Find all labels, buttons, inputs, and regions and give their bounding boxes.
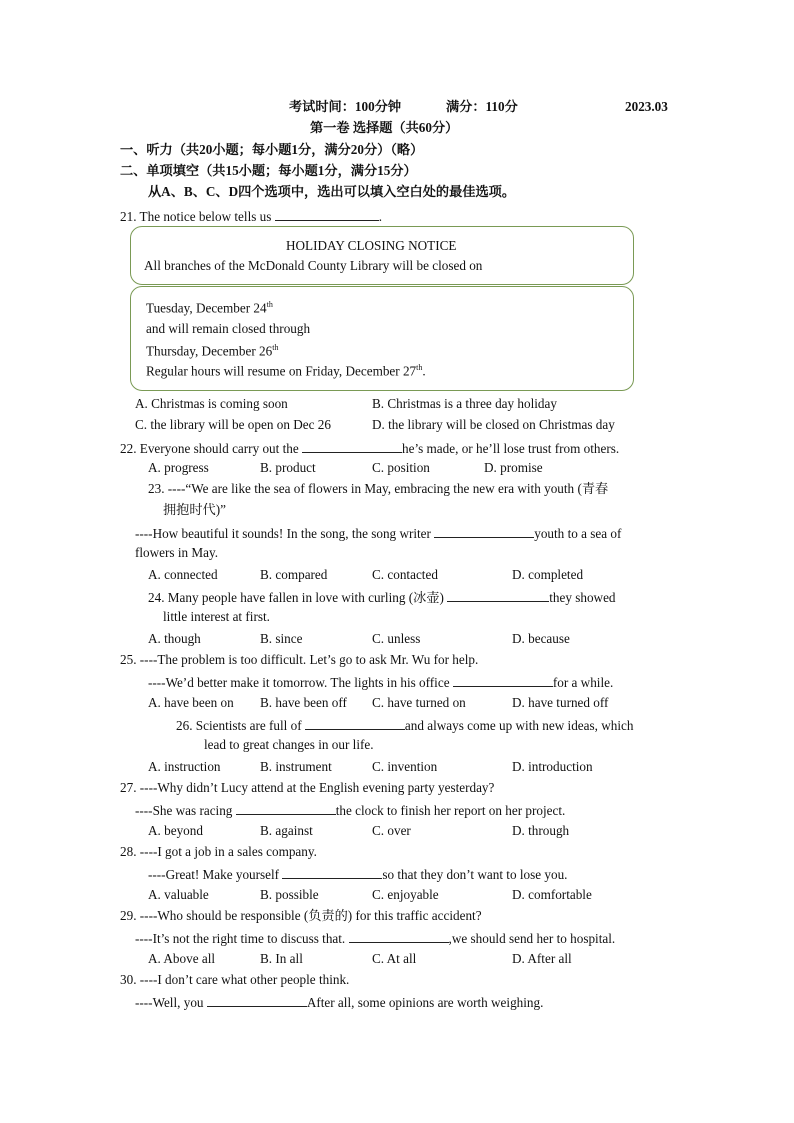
q27-option-b[interactable]: B. against — [260, 823, 313, 838]
q29-option-d[interactable]: D. After all — [512, 951, 572, 966]
q23-option-b[interactable]: B. compared — [260, 567, 328, 582]
notice-title: HOLIDAY CLOSING NOTICE — [286, 238, 457, 253]
q29-line2: ----It’s not the right time to discuss that. ,we should send her to hospital. — [135, 931, 616, 946]
q25-option-c[interactable]: C. have turned on — [372, 695, 466, 710]
q24-option-d[interactable]: D. because — [512, 631, 570, 646]
q28-line1: 28. ----I got a job in a sales company. — [120, 844, 317, 859]
notice-header-box — [130, 226, 634, 285]
q22-option-d[interactable]: D. promise — [484, 460, 543, 475]
q26-line1: 26. Scientists are full of and always come up with new ideas, which — [176, 718, 634, 733]
q29-option-b[interactable]: B. In all — [260, 951, 303, 966]
q21-blank — [275, 208, 379, 221]
q28-option-b[interactable]: B. possible — [260, 887, 319, 902]
q24-line1: 24. Many people have fallen in love with curling (冰壶) they showed — [148, 590, 616, 605]
q24-blank — [447, 589, 549, 602]
q29-blank — [349, 930, 449, 943]
q27-option-d[interactable]: D. through — [512, 823, 570, 838]
q27-line2: ----She was racing the clock to finish her report on her project. — [135, 803, 566, 818]
q24-line2: little interest at first. — [163, 609, 270, 624]
q23-option-a[interactable]: A. connected — [148, 567, 218, 582]
q23-line1: 23. ----“We are like the sea of flowers in May, embracing the new era with youth (青春 — [148, 481, 609, 496]
q26-line2: lead to great changes in our life. — [204, 737, 374, 752]
q23-line2: 拥抱时代)” — [163, 502, 226, 517]
q26-option-d[interactable]: D. introduction — [512, 759, 593, 774]
q27-line1: 27. ----Why didn’t Lucy attend at the English evening party yesterday? — [120, 780, 495, 795]
q25-option-a[interactable]: A. have been on — [148, 695, 234, 710]
q28-option-c[interactable]: C. enjoyable — [372, 887, 439, 902]
full-score: 满分：110分 — [446, 99, 518, 114]
q27-blank — [236, 802, 336, 815]
q28-option-a[interactable]: A. valuable — [148, 887, 209, 902]
notice-line4: Thursday, December 26th — [146, 343, 279, 359]
exam-time: 考试时间：100分钟 — [289, 99, 402, 114]
q30-blank — [207, 994, 307, 1007]
notice-line2: Tuesday, December 24th — [146, 300, 273, 316]
q22-blank — [302, 440, 402, 453]
q21-option-b[interactable]: B. Christmas is a three day holiday — [372, 396, 557, 411]
q21-option-d[interactable]: D. the library will be closed on Christmas day — [372, 417, 615, 432]
notice-line3: and will remain closed through — [146, 321, 311, 336]
q24-option-b[interactable]: B. since — [260, 631, 303, 646]
q22-option-b[interactable]: B. product — [260, 460, 316, 475]
exam-date: 2023.03 — [625, 99, 668, 114]
q30-line2: ----Well, you After all, some opinions are worth weighing. — [135, 995, 544, 1010]
part2-heading: 二、单项填空（共15小题；每小题1分，满分15分） — [120, 163, 417, 178]
part1-heading: 一、听力（共20小题；每小题1分，满分20分）（略） — [120, 142, 424, 157]
q28-blank — [282, 866, 382, 879]
q26-option-c[interactable]: C. invention — [372, 759, 438, 774]
q24-option-c[interactable]: C. unless — [372, 631, 421, 646]
q25-option-b[interactable]: B. have been off — [260, 695, 347, 710]
q23-line4: flowers in May. — [135, 545, 219, 560]
q27-option-c[interactable]: C. over — [372, 823, 411, 838]
q23-option-d[interactable]: D. completed — [512, 567, 584, 582]
q23-option-c[interactable]: C. contacted — [372, 567, 438, 582]
section-title: 第一卷 选择题（共60分） — [310, 120, 459, 135]
notice-line5: Regular hours will resume on Friday, December 27th. — [146, 363, 426, 379]
q26-option-a[interactable]: A. instruction — [148, 759, 221, 774]
q26-blank — [305, 717, 405, 730]
q26-option-b[interactable]: B. instrument — [260, 759, 332, 774]
q21-option-c[interactable]: C. the library will be open on Dec 26 — [135, 417, 331, 432]
q25-option-d[interactable]: D. have turned off — [512, 695, 609, 710]
q22-stem: 22. Everyone should carry out the he’s made, or he’ll lose trust from others. — [120, 441, 620, 456]
q30-line1: 30. ----I don’t care what other people think. — [120, 972, 350, 987]
q29-option-c[interactable]: C. At all — [372, 951, 417, 966]
q25-line2: ----We’d better make it tomorrow. The lights in his office for a while. — [148, 675, 614, 690]
q21-stem: 21. The notice below tells us . — [120, 209, 382, 224]
q22-option-a[interactable]: A. progress — [148, 460, 209, 475]
q24-option-a[interactable]: A. though — [148, 631, 201, 646]
q23-blank — [434, 525, 534, 538]
q28-line2: ----Great! Make yourself so that they don’t want to lose you. — [148, 867, 568, 882]
q28-option-d[interactable]: D. comfortable — [512, 887, 592, 902]
q25-blank — [453, 674, 553, 687]
q27-option-a[interactable]: A. beyond — [148, 823, 203, 838]
part2-instruction: 从A、B、C、D四个选项中，选出可以填入空白处的最佳选项。 — [148, 184, 516, 199]
q22-option-c[interactable]: C. position — [372, 460, 430, 475]
q29-line1: 29. ----Who should be responsible (负责的) for this traffic accident? — [120, 908, 482, 923]
q29-option-a[interactable]: A. Above all — [148, 951, 216, 966]
notice-line1: All branches of the McDonald County Library will be closed on — [144, 258, 483, 273]
q23-line3: ----How beautiful it sounds! In the song, the song writer youth to a sea of — [135, 526, 622, 541]
q21-option-a[interactable]: A. Christmas is coming soon — [135, 396, 288, 411]
q25-line1: 25. ----The problem is too difficult. Let’s go to ask Mr. Wu for help. — [120, 652, 479, 667]
